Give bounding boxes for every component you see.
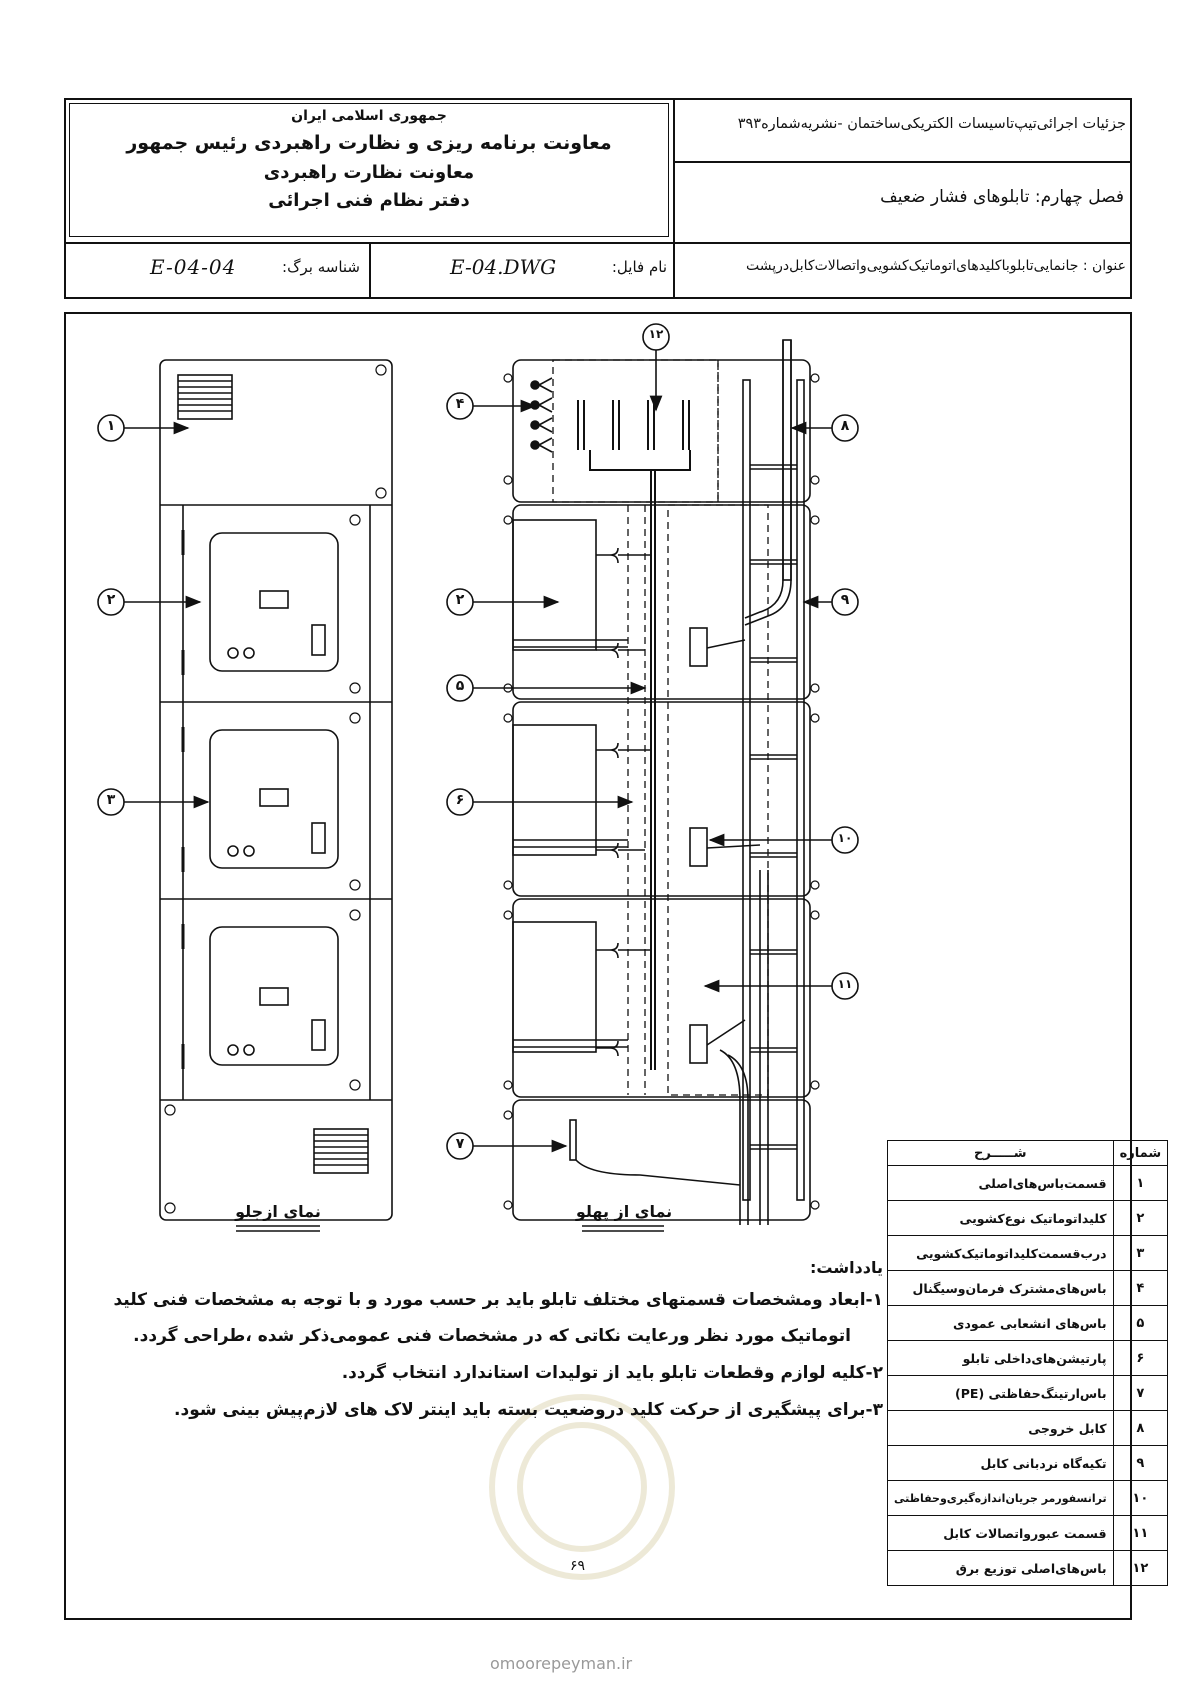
callout-1: ۱ bbox=[106, 418, 116, 434]
legend-row bbox=[888, 1341, 1168, 1376]
legend-row bbox=[888, 1446, 1168, 1481]
legend-row bbox=[888, 1516, 1168, 1551]
legend-row bbox=[888, 1201, 1168, 1236]
legend-header-desc: شـــــرح bbox=[888, 1141, 1114, 1166]
callout-5: ۵ bbox=[455, 678, 465, 694]
note-1b: اتوماتیک مورد نظر ورعایت نکاتی که در مشخصات فنی عمومی‌ذکر شده ،طراحی گردد. bbox=[133, 1326, 851, 1346]
legend-num: ۹ bbox=[1113, 1446, 1168, 1481]
org-line2: معاونت برنامه ریزی و نظارت راهبردی رئیس جمهور bbox=[126, 132, 612, 154]
callout-10: ۱۰ bbox=[837, 831, 853, 845]
callout-9: ۹ bbox=[840, 592, 850, 608]
sheet-title: عنوان : جانمایی‌تابلوباکلیدهای‌اتوماتیک‌کشویی‌واتصالات‌کابل‌درپشت bbox=[746, 258, 1126, 274]
legend-row bbox=[888, 1376, 1168, 1411]
org-line3: معاونت نظارت راهبردی bbox=[263, 162, 475, 183]
legend-num: ۳ bbox=[1113, 1236, 1168, 1271]
callout-4: ۴ bbox=[455, 396, 465, 412]
breaker-door-1 bbox=[210, 533, 338, 671]
callout-2-side: ۲ bbox=[455, 592, 465, 608]
legend-num: ۲ bbox=[1113, 1201, 1168, 1236]
outgoing-cables bbox=[720, 340, 791, 1225]
breaker-door-2 bbox=[210, 730, 338, 868]
top-vent-louvre bbox=[178, 375, 232, 419]
sheet-id-value: E-04-04 bbox=[150, 255, 237, 279]
note-1a: ۱-ابعاد ومشخصات قسمتهای مختلف تابلو باید بر حسب مورد و با توجه به مشخصات فنی کلید bbox=[113, 1290, 883, 1310]
legend-desc: پارتیشن‌های‌داخلی تابلو bbox=[888, 1341, 1114, 1376]
legend-row bbox=[888, 1236, 1168, 1271]
watermark-seal bbox=[492, 1397, 672, 1577]
cable-ladder bbox=[743, 380, 804, 1200]
callout-12: ۱۲ bbox=[648, 327, 664, 341]
legend-table bbox=[887, 1140, 1168, 1586]
note-2: ۲-کلیه لوازم وقطعات تابلو باید از تولیدات استاندارد انتخاب گردد. bbox=[341, 1363, 883, 1383]
legend-desc: ترانسفورمر جریان‌اندازه‌گیری‌وحفاظتی bbox=[888, 1481, 1114, 1516]
callout-7: ۷ bbox=[455, 1136, 465, 1152]
callout-8: ۸ bbox=[840, 418, 850, 434]
ct-1 bbox=[690, 628, 707, 666]
legend-header-row bbox=[888, 1141, 1168, 1166]
org-line1: جمهوری اسلامی ایران bbox=[291, 108, 447, 124]
page-number: ۶۹ bbox=[570, 1558, 586, 1574]
legend-row bbox=[888, 1551, 1168, 1586]
legend-num: ۱ bbox=[1113, 1166, 1168, 1201]
legend-num: ۱۱ bbox=[1113, 1516, 1168, 1551]
legend-desc: باس‌های انشعابی عمودی bbox=[888, 1306, 1114, 1341]
publication-title: جزئیات اجرائی‌تیپ‌تاسیسات الکتریکی‌ساختمان -نشریه‌شماره۳۹۳ bbox=[737, 116, 1126, 132]
notes-title: یادداشت: bbox=[810, 1258, 883, 1277]
callout-3: ۳ bbox=[106, 792, 116, 808]
legend-desc: قسمت‌باس‌های‌اصلی bbox=[888, 1166, 1114, 1201]
withdrawable-breaker-3 bbox=[513, 922, 651, 1056]
side-view-caption: نمای از پهلو bbox=[575, 1202, 673, 1221]
legend-num: ۸ bbox=[1113, 1411, 1168, 1446]
file-value: E-04.DWG bbox=[450, 255, 557, 279]
legend-desc: کابل خروجی bbox=[888, 1411, 1114, 1446]
watermark-text: omoorepeyman.ir bbox=[490, 1654, 633, 1673]
pe-busbar bbox=[570, 1120, 740, 1185]
legend-row bbox=[888, 1481, 1168, 1516]
file-label: نام فایل: bbox=[611, 258, 667, 276]
legend-num: ۷ bbox=[1113, 1376, 1168, 1411]
callout-11: ۱۱ bbox=[837, 977, 853, 991]
front-view-caption: نمای ازجلو bbox=[235, 1202, 321, 1221]
callout-6: ۶ bbox=[455, 792, 465, 808]
callout-2: ۲ bbox=[106, 592, 116, 608]
legend-row bbox=[888, 1411, 1168, 1446]
sheet-id-label: شناسه برگ: bbox=[282, 258, 360, 276]
legend-desc: کلیداتوماتیک نوع‌کشویی bbox=[888, 1201, 1114, 1236]
legend-row bbox=[888, 1271, 1168, 1306]
legend-desc: باس‌های‌مشترک فرمان‌وسیگنال bbox=[888, 1271, 1114, 1306]
legend-desc: باس‌های‌اصلی توزیع برق bbox=[888, 1551, 1114, 1586]
legend-num: ۶ bbox=[1113, 1341, 1168, 1376]
legend-num: ۴ bbox=[1113, 1271, 1168, 1306]
legend-desc: باس‌ارتینگ‌حفاظتی (PE) bbox=[888, 1376, 1114, 1411]
chapter-title: فصل چهارم: تابلوهای فشار ضعیف bbox=[880, 187, 1124, 207]
control-bus-terminals bbox=[531, 378, 552, 452]
ct-3 bbox=[690, 1025, 707, 1063]
legend-row bbox=[888, 1306, 1168, 1341]
note-3: ۳-برای پیشگیری از حرکت کلید درو‌ضعیت بسته باید اینتر لاک های لازم‌پیش بینی شود. bbox=[174, 1400, 883, 1420]
side-view bbox=[447, 324, 858, 1225]
withdrawable-breaker-2 bbox=[513, 725, 651, 858]
legend-desc: قسمت عبورواتصالات کابل bbox=[888, 1516, 1114, 1551]
ct-2 bbox=[690, 828, 707, 866]
legend-num: ۱۲ bbox=[1113, 1551, 1168, 1586]
main-busbars bbox=[578, 400, 690, 1070]
legend-row bbox=[888, 1166, 1168, 1201]
legend-desc: تکیه‌گاه نردبانی کابل bbox=[888, 1446, 1114, 1481]
legend-num: ۵ bbox=[1113, 1306, 1168, 1341]
withdrawable-breaker-1 bbox=[513, 520, 651, 658]
org-line4: دفتر نظام فنی اجرائی bbox=[268, 190, 470, 211]
breaker-door-3 bbox=[210, 927, 338, 1065]
bottom-vent-louvre bbox=[314, 1129, 368, 1173]
front-view bbox=[98, 360, 392, 1220]
legend-header-num: شماره bbox=[1113, 1141, 1168, 1166]
legend-desc: درب‌قسمت‌کلیداتوماتیک‌کشویی bbox=[888, 1236, 1114, 1271]
legend-num: ۱۰ bbox=[1113, 1481, 1168, 1516]
